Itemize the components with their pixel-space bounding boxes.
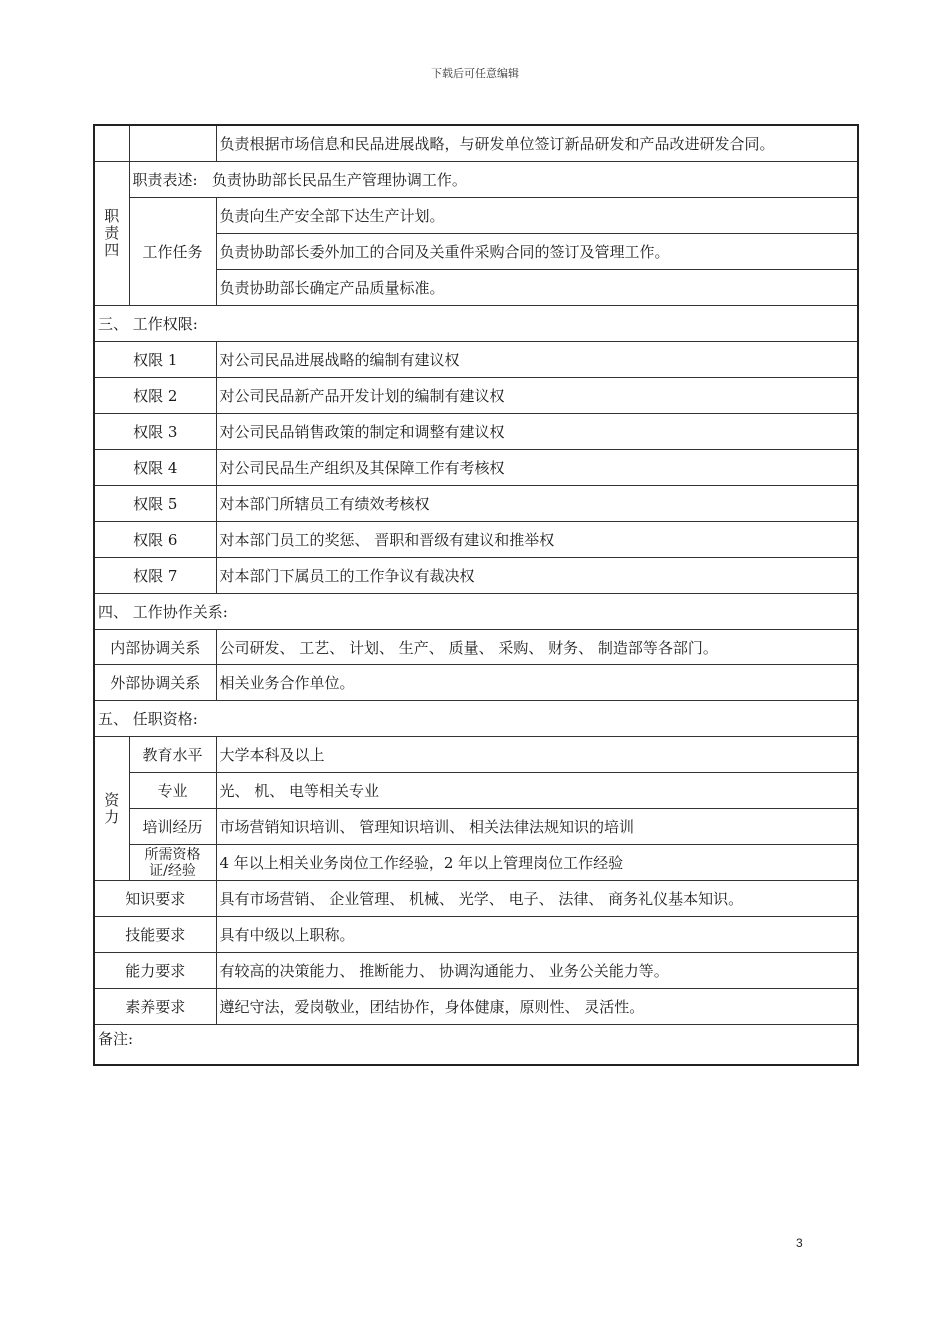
duty-statement-cell (129, 162, 858, 198)
duty4-side-label-text: 职责四 (104, 207, 120, 259)
section-relations-row (94, 594, 858, 630)
relation-row (94, 665, 858, 701)
duty-text: 负责根据市场信息和民品进展战略，与研发单位签订新品研发和产品改进研发合同。 (216, 125, 858, 162)
page-header: 下载后可任意编辑 (431, 67, 519, 80)
section-qualification-row (94, 701, 858, 737)
section-authority-title: 三、 工作权限: (94, 306, 858, 342)
authority-text: 对公司民品进展战略的编制有建议权 (216, 342, 858, 378)
remarks-row (94, 1025, 858, 1066)
authority-row (94, 522, 858, 558)
tasks-label: 工作任务 (129, 198, 216, 306)
duty-statement-row (94, 162, 858, 198)
authority-text: 对本部门下属员工的工作争议有裁决权 (216, 558, 858, 594)
requirement-row (94, 881, 858, 917)
authority-row (94, 342, 858, 378)
authority-row (94, 558, 858, 594)
authority-label: 权限 2 (94, 378, 216, 414)
authority-label: 权限 4 (94, 450, 216, 486)
duty4-side-label (94, 162, 129, 306)
duty-statement-text: 负责协助部长民品生产管理协调工作。 (211, 171, 467, 189)
qualification-label-line2: 证/经验 (149, 862, 196, 879)
qualification-text: 光、 机、 电等相关专业 (216, 773, 858, 809)
duty-row-top (94, 125, 858, 162)
requirement-text: 具有中级以上职称。 (216, 917, 858, 953)
authority-text: 对本部门所辖员工有绩效考核权 (216, 486, 858, 522)
remarks-label: 备注: (94, 1025, 858, 1066)
task-row (94, 198, 858, 234)
requirement-row (94, 953, 858, 989)
authority-row (94, 378, 858, 414)
authority-text: 对本部门员工的奖惩、 晋职和晋级有建议和推举权 (216, 522, 858, 558)
authority-row (94, 450, 858, 486)
qualification-row (94, 773, 858, 809)
qualification-row (94, 737, 858, 773)
qualification-label: 培训经历 (129, 809, 216, 845)
authority-row (94, 486, 858, 522)
section-authority-row (94, 306, 858, 342)
relation-row (94, 630, 858, 665)
qualification-side-label (94, 737, 129, 881)
requirement-label: 能力要求 (94, 953, 216, 989)
authority-text: 对公司民品新产品开发计划的编制有建议权 (216, 378, 858, 414)
page-number: 3 (796, 1236, 803, 1250)
blank-cell (129, 125, 216, 162)
qualification-text: 4 年以上相关业务岗位工作经验，2 年以上管理岗位工作经验 (216, 845, 858, 881)
section-relations-title: 四、 工作协作关系: (94, 594, 858, 630)
authority-text: 对公司民品销售政策的制定和调整有建议权 (216, 414, 858, 450)
authority-label: 权限 7 (94, 558, 216, 594)
authority-text: 对公司民品生产组织及其保障工作有考核权 (216, 450, 858, 486)
section-qualification-title: 五、 任职资格: (94, 701, 858, 737)
qualification-text: 市场营销知识培训、 管理知识培训、 相关法律法规知识的培训 (216, 809, 858, 845)
authority-label: 权限 5 (94, 486, 216, 522)
requirement-text: 有较高的决策能力、 推断能力、 协调沟通能力、 业务公关能力等。 (216, 953, 858, 989)
external-relation-label: 外部协调关系 (94, 665, 216, 701)
authority-label: 权限 1 (94, 342, 216, 378)
requirement-text: 遵纪守法，爱岗敬业，团结协作，身体健康，原则性、 灵活性。 (216, 989, 858, 1025)
qualification-row (94, 809, 858, 845)
requirement-row (94, 917, 858, 953)
requirement-label: 技能要求 (94, 917, 216, 953)
job-description-table (93, 124, 859, 1066)
authority-row (94, 414, 858, 450)
requirement-label: 素养要求 (94, 989, 216, 1025)
requirement-row (94, 989, 858, 1025)
authority-label: 权限 6 (94, 522, 216, 558)
duty-statement-label: 职责表述: (132, 171, 198, 189)
qualification-label-certificate (129, 845, 216, 881)
internal-relation-label: 内部协调关系 (94, 630, 216, 665)
qualification-text: 大学本科及以上 (216, 737, 858, 773)
qualification-label-line1: 所需资格 (144, 846, 201, 863)
qualification-row (94, 845, 858, 881)
blank-cell (94, 125, 129, 162)
qualification-side-label-text: 资力 (104, 790, 120, 826)
requirement-label: 知识要求 (94, 881, 216, 917)
authority-label: 权限 3 (94, 414, 216, 450)
qualification-label: 专业 (129, 773, 216, 809)
task-text: 负责协助部长委外加工的合同及关重件采购合同的签订及管理工作。 (216, 234, 858, 270)
requirement-text: 具有市场营销、 企业管理、 机械、 光学、 电子、 法律、 商务礼仪基本知识。 (216, 881, 858, 917)
task-text: 负责协助部长确定产品质量标准。 (216, 270, 858, 306)
external-relation-text: 相关业务合作单位。 (216, 665, 858, 701)
task-text: 负责向生产安全部下达生产计划。 (216, 198, 858, 234)
qualification-label: 教育水平 (129, 737, 216, 773)
internal-relation-text: 公司研发、 工艺、 计划、 生产、 质量、 采购、 财务、 制造部等各部门。 (216, 630, 858, 665)
